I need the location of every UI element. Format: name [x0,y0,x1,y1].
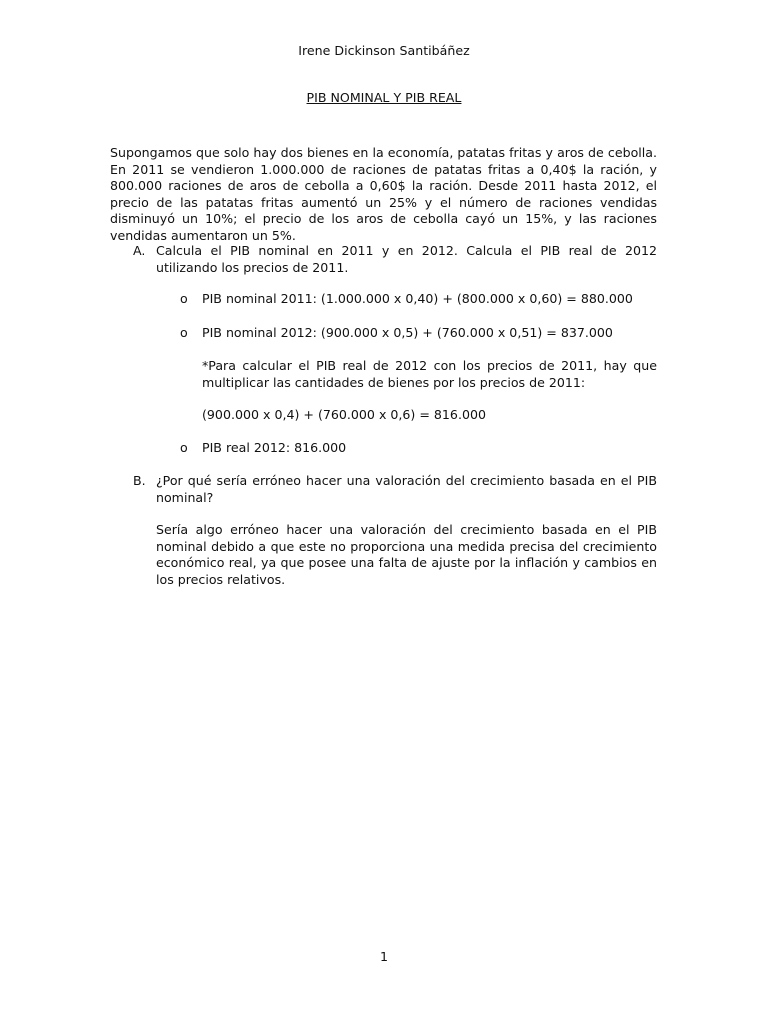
question-a-text: Calcula el PIB nominal en 2011 y en 2012. Calcula el PIB real de 2012 utilizando los precios de 2011. [156,243,657,275]
bullet-marker: o [180,440,188,455]
author-name: Irene Dickinson Santibáñez [298,43,470,58]
bullet-marker: o [180,291,188,306]
page-number: 1 [379,949,388,964]
bullet-nominal-2011: PIB nominal 2011: (1.000.000 x 0,40) + (800.000 x 0,60) = 880.000 [202,291,633,306]
document-title-text: PIB NOMINAL Y PIB REAL [306,90,462,105]
intro-paragraph: Supongamos que solo hay dos bienes en la economía, patatas fritas y aros de cebolla. En 2011 se vendieron 1.000.000 de raciones de patatas fritas a 0,40$ la ración, y 800.000 raciones de aros de cebolla a 0,60$ la ración. Desde 2011 hasta 2012, el precio de las patatas fritas aumentó un 25% y el número de raciones vendidas disminuyó un 10%; el precio de los aros de cebolla cayó un 15%, y las raciones vendidas aumentaron un 5%. [110,145,657,243]
real-gdp-note: *Para calcular el PIB real de 2012 con los precios de 2011, hay que multiplicar las cantidades de bienes por los precios de 2011: [202,358,657,390]
real-gdp-formula: (900.000 x 0,4) + (760.000 x 0,6) = 816.000 [202,407,486,422]
question-b-marker: B. [133,473,146,488]
question-b-answer: Sería algo erróneo hacer una valoración del crecimiento basada en el PIB nominal debido a que este no proporciona una medida precisa del crecimiento económico real, ya que posee una falta de ajuste por la inflación y cambios en los precios relativos. [156,522,657,587]
bullet-nominal-2012: PIB nominal 2012: (900.000 x 0,5) + (760.000 x 0,51) = 837.000 [202,325,613,340]
document-title [0,89,768,106]
question-b-text: ¿Por qué sería erróneo hacer una valoración del crecimiento basada en el PIB nominal? [156,473,657,505]
bullet-marker: o [180,325,188,340]
bullet-real-2012: PIB real 2012: 816.000 [202,440,347,455]
question-a-marker: A. [133,243,146,258]
